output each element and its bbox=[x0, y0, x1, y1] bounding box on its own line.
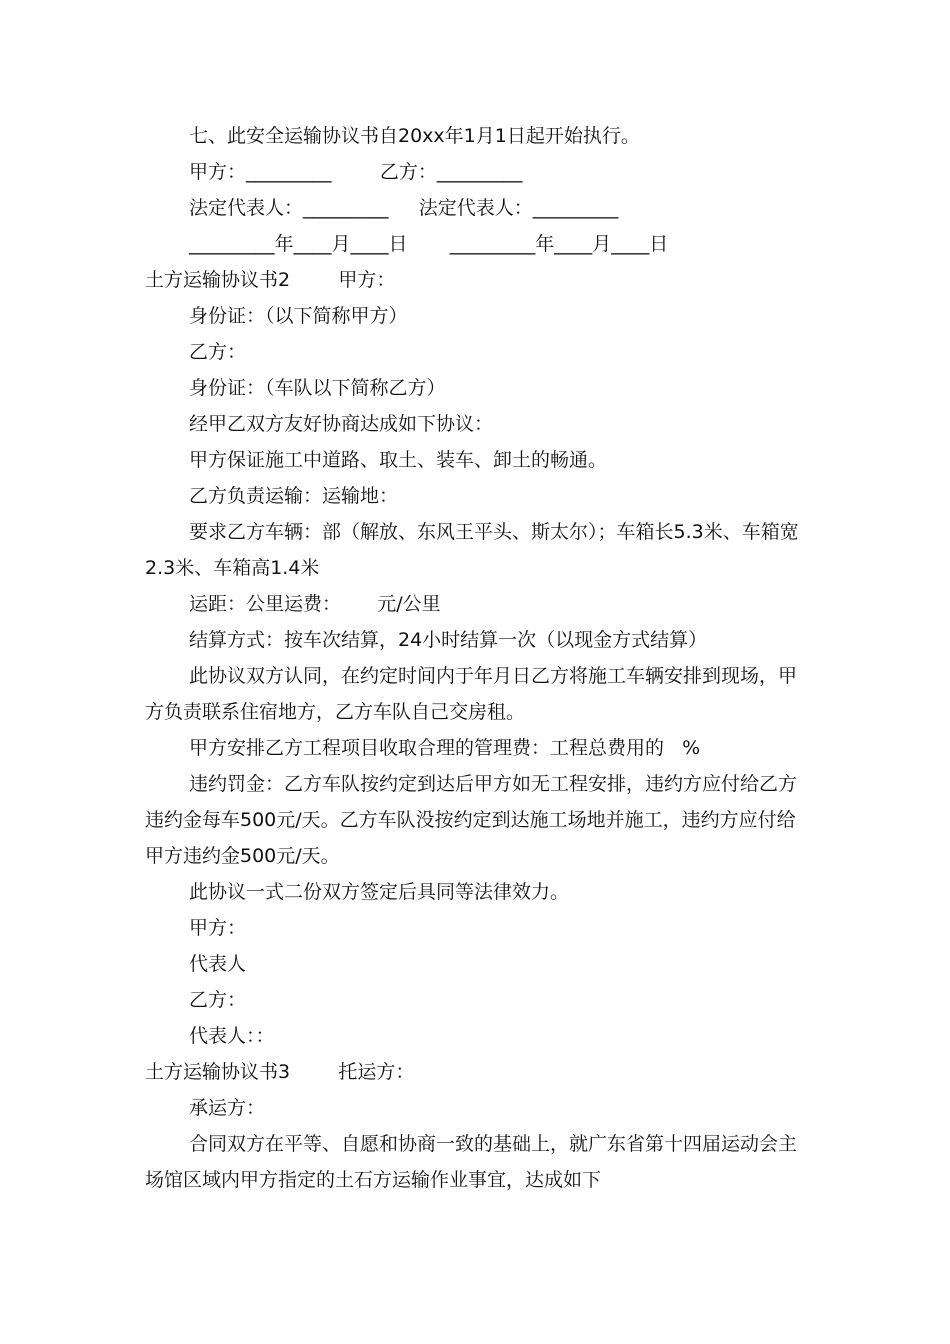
paragraph: 运距：公里运费： 元/公里 bbox=[189, 593, 441, 615]
paragraph: 乙方： bbox=[189, 989, 247, 1011]
paragraph: 结算方式：按车次结算，24小时结算一次（以现金方式结算） bbox=[189, 629, 708, 651]
legal-representative-line: 法定代表人：_________ 法定代表人：_________ bbox=[189, 197, 619, 219]
paragraph: 经甲乙双方友好协商达成如下协议： bbox=[189, 413, 494, 435]
clause-seven: 七、此安全运输协议书自20xx年1月1日起开始执行。 bbox=[189, 125, 640, 147]
section-heading-2: 土方运输协议书2 甲方： bbox=[145, 269, 396, 291]
paragraph: 代表人：： bbox=[189, 1025, 275, 1047]
paragraph: 甲方保证施工中道路、取土、装车、卸土的畅通。 bbox=[189, 449, 608, 471]
section-heading-3: 土方运输协议书3 托运方： bbox=[145, 1061, 415, 1083]
paragraph: 承运方： bbox=[189, 1097, 266, 1119]
paragraph: 乙方负责运输：运输地： bbox=[189, 485, 399, 507]
paragraph: 违约罚金：乙方车队按约定到达后甲方如无工程安排，违约方应付给乙方违约金每车500元/天。乙方车队没按约定到达施工场地并施工，违约方应付给甲方违约金500元/天。 bbox=[145, 773, 798, 867]
paragraph: 代表人 bbox=[189, 953, 247, 975]
paragraph: 甲方安排乙方工程项目收取合理的管理费：工程总费用的 % bbox=[189, 737, 701, 759]
date-line: _________年____月____日 _________年____月____日 bbox=[189, 233, 669, 255]
document-body bbox=[145, 118, 810, 1198]
paragraph: 身份证：（车队以下简称乙方） bbox=[189, 377, 446, 399]
paragraph: 合同双方在平等、自愿和协商一致的基础上，就广东省第十四届运动会主场馆区域内甲方指定的土石方运输作业事宜，达成如下 bbox=[145, 1133, 798, 1191]
paragraph: 身份证：（以下简称甲方） bbox=[189, 305, 408, 327]
paragraph: 要求乙方车辆：部（解放、东风王平头、斯太尔）；车箱长5.3米、车箱宽2.3米、车箱高1.4米 bbox=[145, 521, 799, 579]
party-signature-line: 甲方：_________ 乙方：_________ bbox=[189, 161, 523, 183]
paragraph: 此协议一式二份双方签定后具同等法律效力。 bbox=[189, 881, 570, 903]
paragraph: 此协议双方认同，在约定时间内于年月日乙方将施工车辆安排到现场，甲方负责联系住宿地方，乙方车队自己交房租。 bbox=[145, 665, 798, 723]
paragraph: 甲方： bbox=[189, 917, 247, 939]
paragraph: 乙方： bbox=[189, 341, 247, 363]
